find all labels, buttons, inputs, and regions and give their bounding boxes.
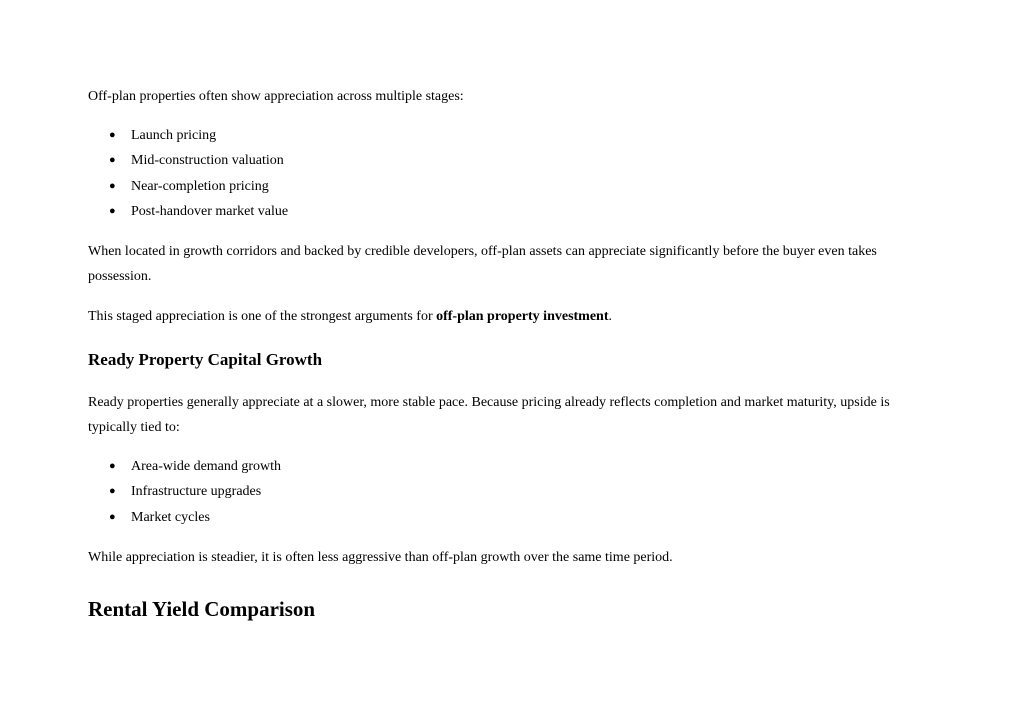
ready-property-heading: Ready Property Capital Growth (88, 350, 323, 369)
appreciation-stages-list (88, 123, 938, 224)
rental-yield-heading: Rental Yield Comparison (88, 597, 316, 621)
list-item: ● Infrastructure upgrades (88, 479, 938, 504)
list-item: ● Launch pricing (88, 123, 938, 148)
list-item: ● Near-completion pricing (88, 174, 938, 199)
list-item: ● Post-handover market value (88, 199, 938, 224)
list-item: ● Area-wide demand growth (88, 454, 938, 479)
list-item: ● Market cycles (88, 505, 938, 530)
staged-text-after: . (608, 309, 613, 324)
ready-factors-list (88, 454, 938, 530)
ready-property-paragraph: Ready properties generally appreciate at a slower, more stable pace. Because pricing already reflects completion and market maturity, upside is typically tied to: (88, 395, 890, 435)
staged-text-bold: off-plan property investment (436, 309, 609, 324)
staged-appreciation-paragraph (88, 304, 938, 329)
growth-corridors-paragraph: When located in growth corridors and backed by credible developers, off-plan assets can appreciate significantly before the buyer even takes possession. (88, 244, 877, 284)
list-item: ● Mid-construction valuation (88, 148, 938, 173)
staged-text-before: This staged appreciation is one of the strongest arguments for (88, 309, 437, 324)
steadier-appreciation-paragraph: While appreciation is steadier, it is often less aggressive than off-plan growth over the same time period. (88, 550, 673, 565)
intro-paragraph: Off-plan properties often show appreciation across multiple stages: (88, 89, 464, 104)
